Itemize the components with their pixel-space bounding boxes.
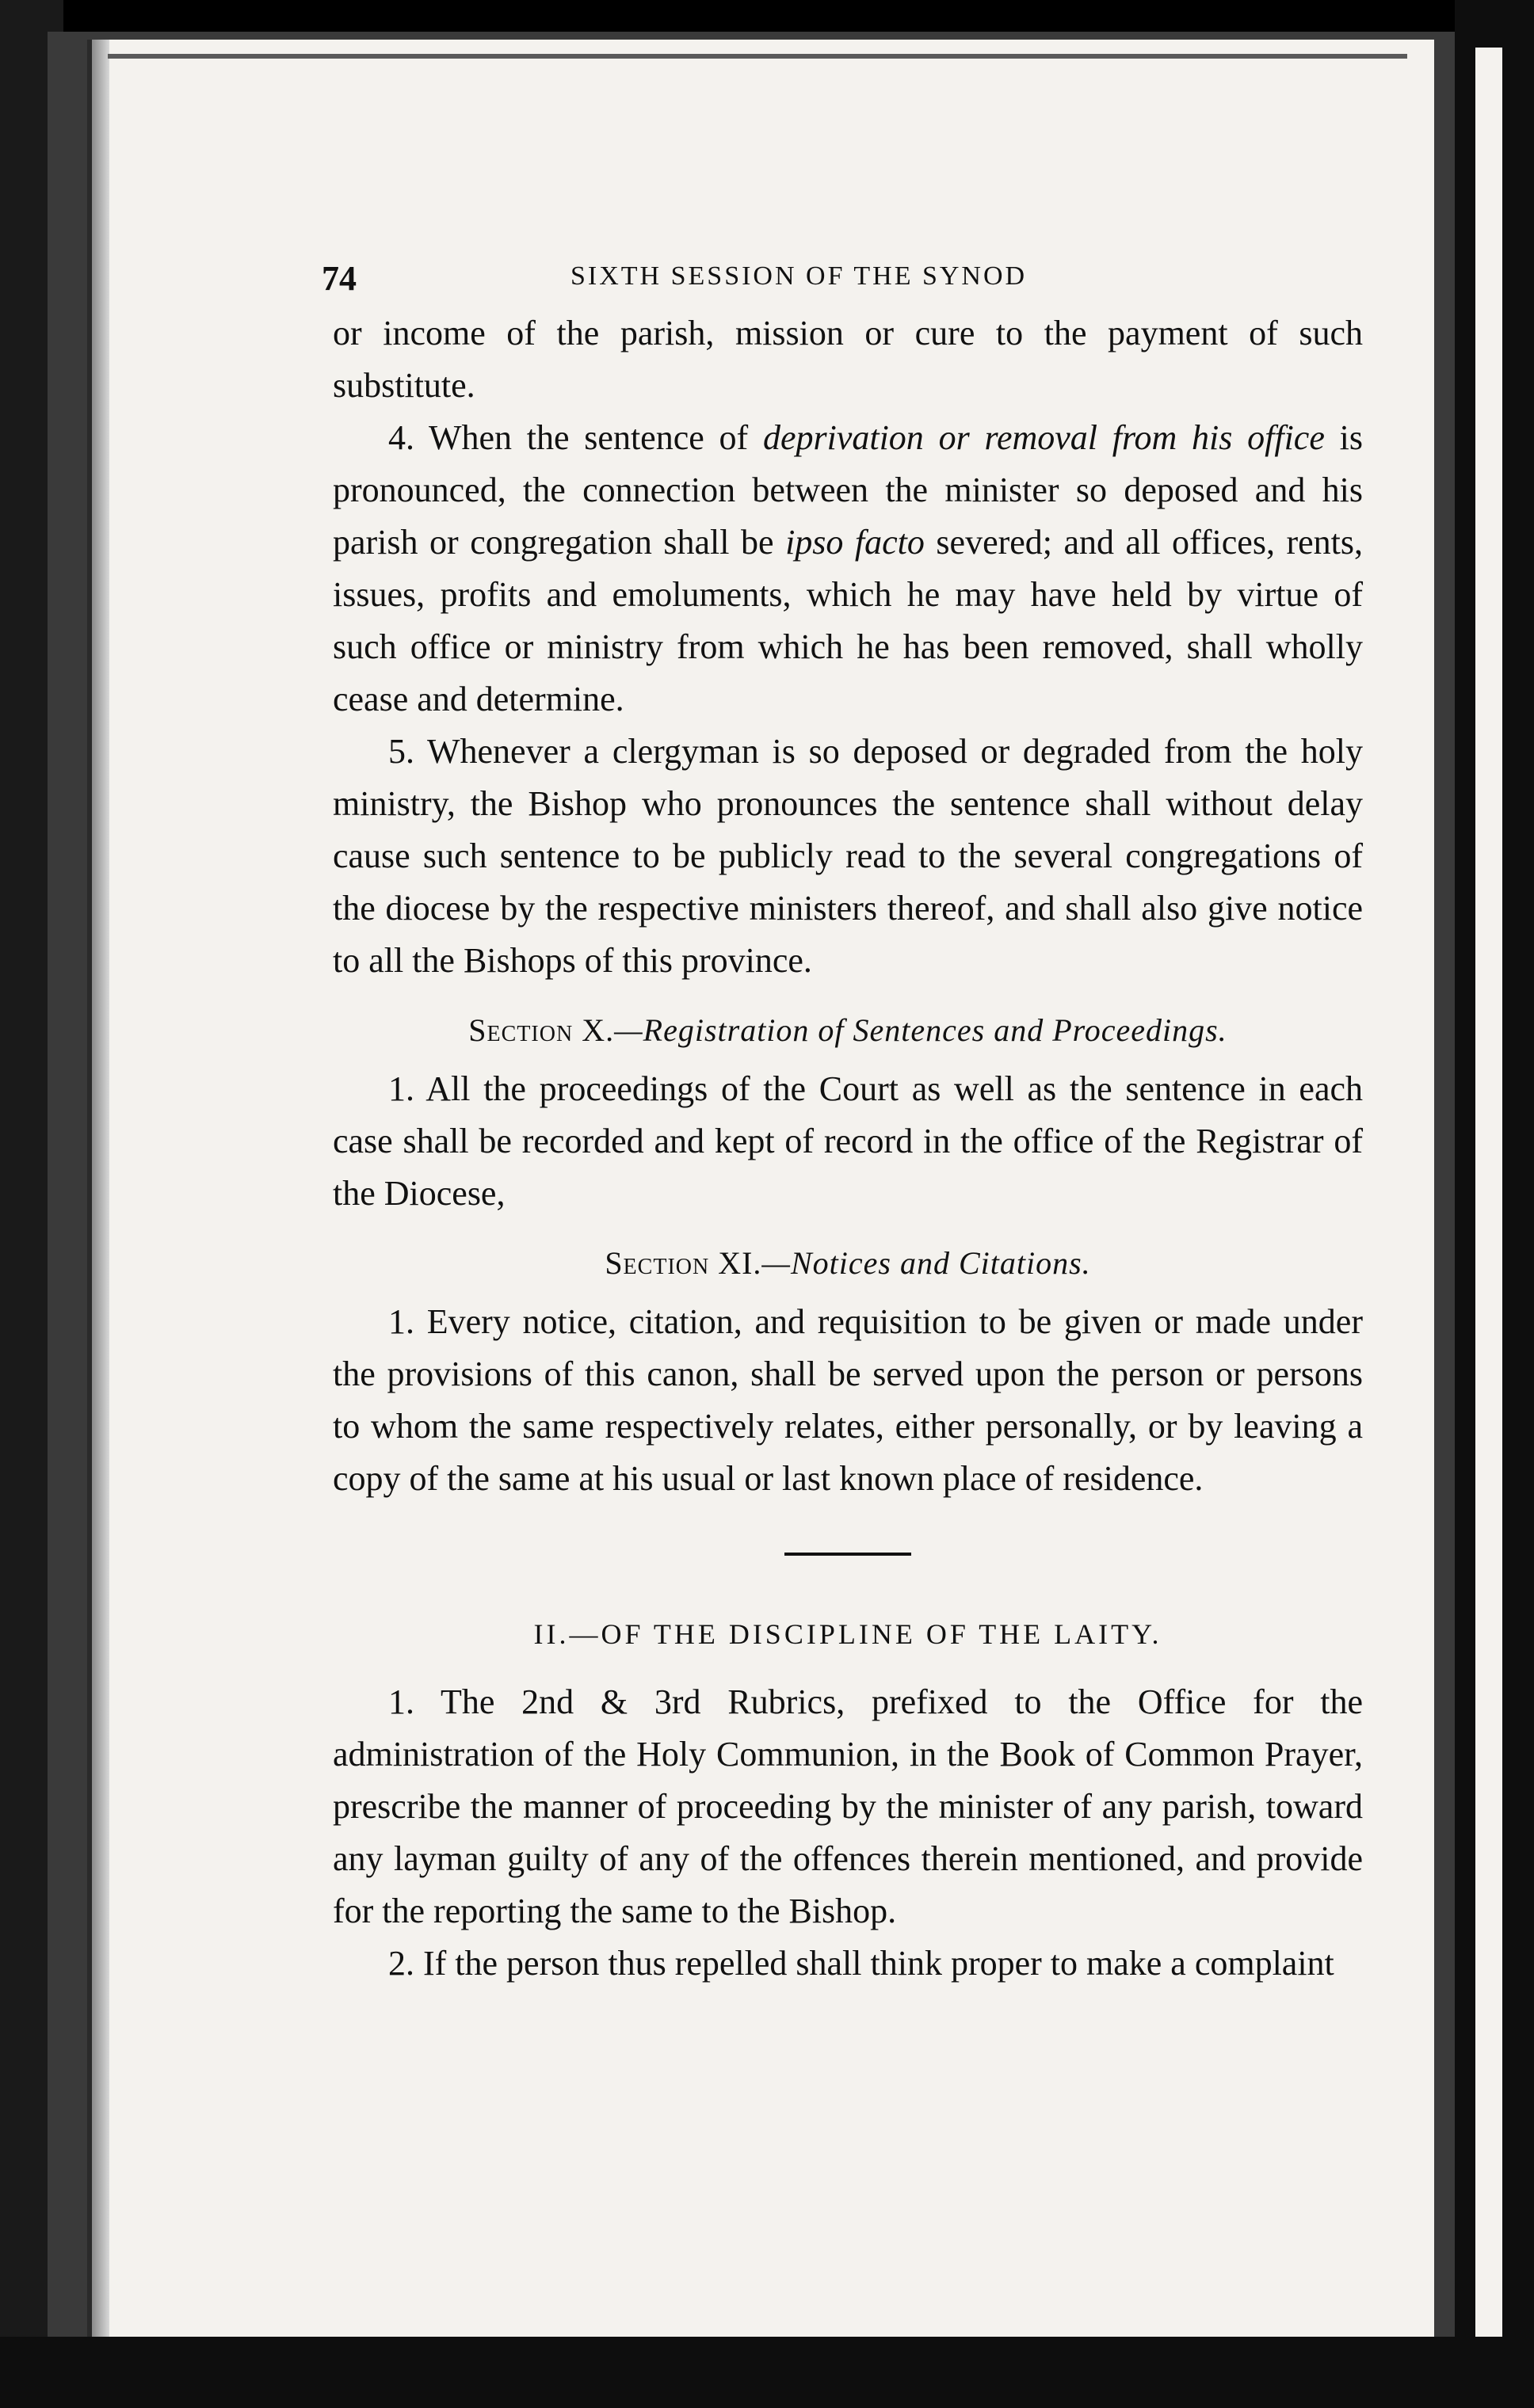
paragraph-4-mid: is pronounced, the connection between the minister so deposed and his parish or congregation shall be: [333, 418, 1363, 562]
section-xi-label: Section XI.: [605, 1245, 762, 1281]
body-text: [333, 307, 1363, 1990]
section-xi-paragraph-1: 1. Every notice, citation, and requisition to be given or made under the provisions of this canon, shall be served upon the person or persons to whom the same respectively relates, either personally, or by leaving a copy of the same at his usual or last known place of residence.: [333, 1302, 1363, 1498]
paragraph-4-italic: deprivation or removal from his office: [762, 418, 1325, 457]
next-page-edge: [1475, 48, 1502, 2345]
section-x-paragraph-1: 1. All the proceedings of the Court as well as the sentence in each case shall be recorded and kept of record in the office of the Registrar of the Diocese,: [333, 1069, 1363, 1213]
paragraph-5: 5. Whenever a clergyman is so deposed or degraded from the holy ministry, the Bishop who pronounces the sentence shall without delay cause such sentence to be publicly read to the several congregations of the diocese by the respective ministers thereof, and shall also give notice to all the Bishops of this province.: [333, 732, 1363, 980]
running-title: SIXTH SESSION OF THE SYNOD: [570, 261, 1028, 291]
paragraph-4-italic-2: ipso facto: [785, 523, 925, 562]
laity-paragraph-1: 1. The 2nd & 3rd Rubrics, prefixed to the Office for the administration of the Holy Communion, in the Book of Common Prayer, prescribe the manner of proceeding by the minister of any parish, toward any layman guilty of any of the offences therein mentioned, and provide for the reporting the same to the Bishop.: [333, 1682, 1363, 1930]
paragraph-continuation: or income of the parish, mission or cure to the payment of such substitute.: [333, 314, 1363, 405]
paragraph-4-tail: severed; and all offices, rents, issues, profits and emoluments, which he may have held by virtue of such office or ministry from which he has been removed, shall wholly cease and determine.: [333, 523, 1363, 718]
scan-border-bottom: [0, 2337, 1534, 2408]
paragraph-4: [333, 412, 1363, 726]
page-number: 74: [322, 259, 357, 298]
section-x-title: —Registration of Sentences and Proceedings.: [614, 1012, 1227, 1048]
section-divider: [784, 1553, 911, 1556]
section-xi-title: —Notices and Citations.: [761, 1245, 1091, 1281]
page-top-edge: [108, 54, 1407, 59]
divider-area: [333, 1505, 1363, 1608]
page-content: [246, 252, 1367, 1990]
running-head: [246, 252, 1367, 307]
section-x-label: Section X.: [468, 1012, 615, 1048]
section-xi-heading: [333, 1237, 1363, 1290]
page-binding-edge: [92, 40, 109, 2337]
laity-paragraph-2: 2. If the person thus repelled shall think proper to make a complaint: [388, 1944, 1334, 1983]
part-heading: II.—OF THE DISCIPLINE OF THE LAITY.: [533, 1618, 1162, 1650]
section-x-heading: [333, 1004, 1363, 1057]
paragraph-4-lead: 4. When the sentence of: [388, 418, 763, 457]
